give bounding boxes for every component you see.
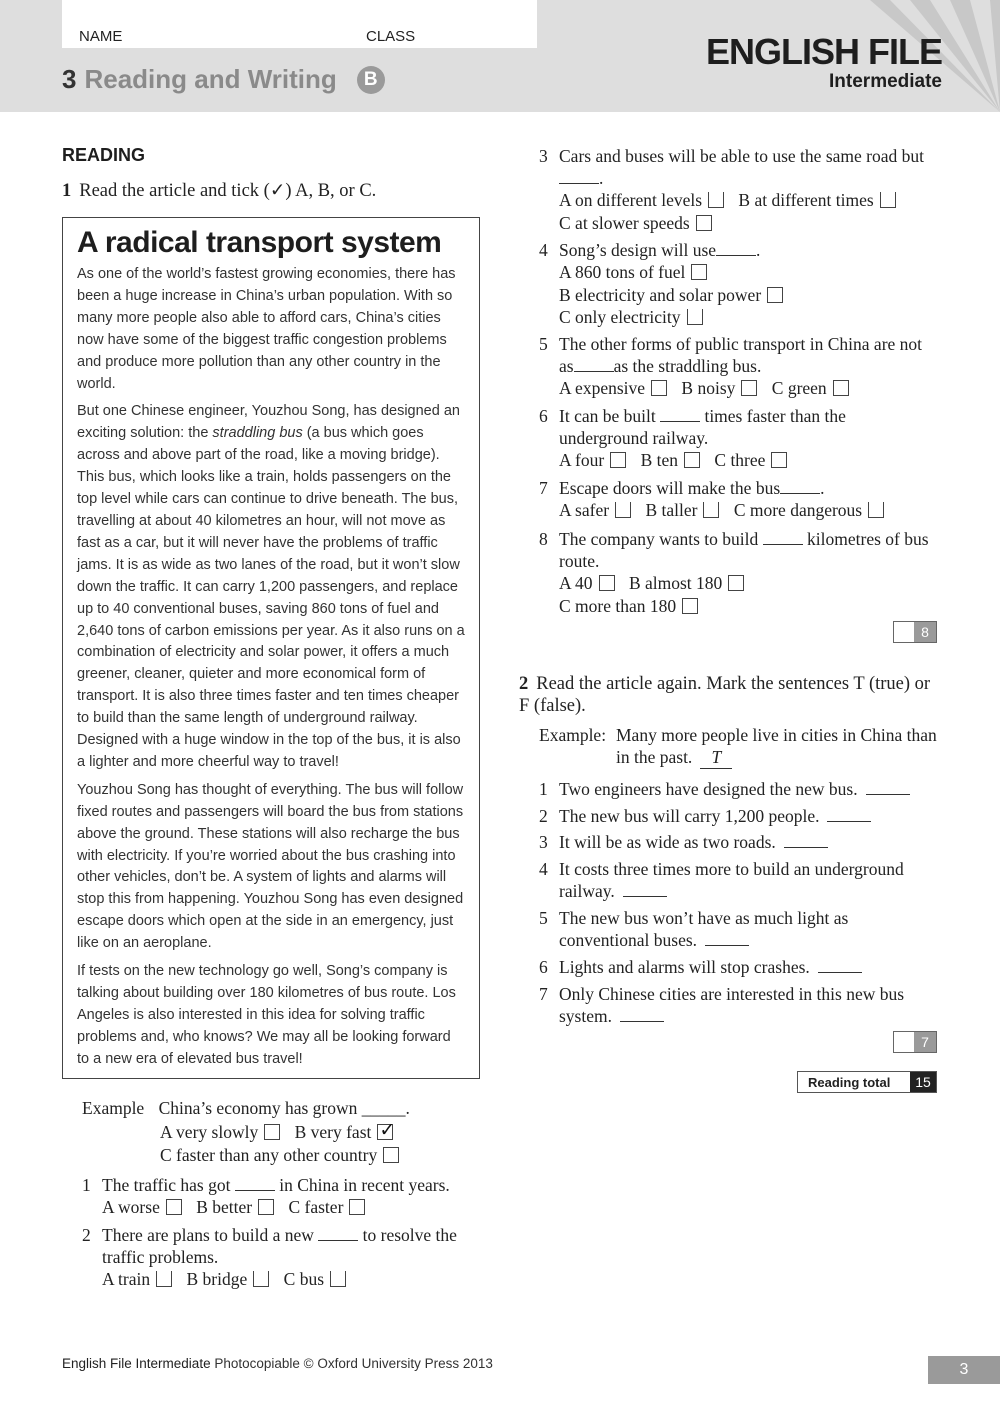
example-label: Example (82, 1098, 145, 1118)
answer-blank[interactable] (827, 807, 871, 822)
answer-blank[interactable] (784, 833, 828, 848)
item-number: 2 (539, 806, 548, 826)
option-c[interactable]: C only electricity (559, 306, 703, 329)
task1-score-box[interactable] (893, 621, 937, 643)
option-c[interactable]: C faster (288, 1196, 365, 1219)
checkbox[interactable] (868, 502, 884, 518)
footer-rest: Photocopiable © Oxford University Press 2013 (210, 1356, 493, 1371)
footer-copyright (62, 1356, 493, 1371)
option-a[interactable]: A four (559, 449, 626, 472)
item-text: Only Chinese cities are interested in this new bus system. (559, 984, 905, 1026)
option-b[interactable]: B at different times (738, 189, 895, 212)
checkbox[interactable] (708, 192, 724, 208)
brand-level: Intermediate (829, 71, 942, 92)
task2-instruction-text: Read the article again. Mark the sentences T (true) or F (false). (519, 674, 931, 716)
question-5: 5 The other forms of public transport in China are not as as the straddling bus. A expensive B noisy C green (539, 333, 939, 400)
reading-total-label: Reading total (808, 1075, 891, 1090)
checkbox[interactable] (166, 1199, 182, 1215)
reading-total-value: 15 (910, 1072, 936, 1092)
item-text: It will be as wide as two roads. (559, 832, 776, 852)
article-paragraph-2 (77, 401, 465, 773)
reading-total-box[interactable] (797, 1071, 937, 1093)
task1-instruction-text: Read the article and tick (✓) A, B, or C. (79, 181, 377, 201)
checkbox[interactable] (880, 192, 896, 208)
answer-blank[interactable] (763, 530, 803, 545)
question-5-options (559, 377, 939, 400)
checked-checkbox[interactable] (377, 1124, 393, 1140)
option-b[interactable]: B taller (645, 499, 719, 522)
question-3: 3 Cars and buses will be able to use the same road but . A on different levels B at different times C at slower speeds (539, 145, 939, 234)
question-2-options (102, 1268, 472, 1291)
checkbox[interactable] (349, 1199, 365, 1215)
page-header (0, 0, 1000, 112)
answer-blank[interactable] (318, 1226, 358, 1241)
task2-example-label: Example: (539, 725, 607, 745)
checkbox[interactable] (610, 452, 626, 468)
question-6: 6 It can be built times faster than the underground railway. A four B ten C three (539, 405, 939, 472)
example-option-c[interactable]: C faster than any other country (160, 1144, 399, 1167)
checkbox[interactable] (651, 380, 667, 396)
checkbox[interactable] (696, 215, 712, 231)
item-text: The new bus will carry 1,200 people. (559, 806, 820, 826)
item-number: 7 (539, 984, 548, 1004)
checkbox[interactable] (682, 598, 698, 614)
answer-blank[interactable] (818, 958, 862, 973)
checkbox[interactable] (687, 309, 703, 325)
class-label: CLASS (366, 28, 416, 45)
article-p2-start: But one Chinese engineer, Youzhou Song, has designed an exciting solution: the (77, 403, 460, 442)
answer-blank[interactable] (866, 780, 910, 795)
option-a[interactable]: A worse (102, 1196, 182, 1219)
brand-title: ENGLISH FILE (705, 31, 942, 72)
option-c[interactable]: C green (772, 377, 849, 400)
checkbox[interactable] (258, 1199, 274, 1215)
question-8-options (559, 572, 944, 617)
item-text: Lights and alarms will stop crashes. (559, 957, 810, 977)
checkbox[interactable] (691, 264, 707, 280)
task2-instruction (519, 673, 944, 717)
name-class-box (62, 0, 537, 48)
question-number: 7 (539, 478, 548, 498)
article-p2-term: straddling bus (212, 425, 303, 442)
answer-blank[interactable] (780, 479, 820, 494)
option-b[interactable]: B electricity and solar power (559, 284, 783, 307)
question-number: 5 (539, 334, 548, 354)
answer-blank[interactable] (623, 882, 667, 897)
article-paragraph-1: As one of the world’s fastest growing economies, there has been a huge increase in China’s urban population. With so many more people also able to afford cars, China’s cities now have some of the biggest traffic congestion problems and produce more pollution than any other country in the world. (77, 266, 456, 392)
question-7-options (559, 499, 939, 522)
checkbox[interactable] (833, 380, 849, 396)
question-3-options (559, 189, 939, 234)
option-b[interactable]: B bridge (187, 1268, 270, 1291)
example-option-a[interactable]: A very slowly (160, 1121, 280, 1144)
checkbox[interactable] (615, 502, 631, 518)
task2-score: 7 (914, 1032, 936, 1052)
question-1: 1 The traffic has got in China in recent years. A worse B better C faster (82, 1174, 482, 1219)
item-number: 6 (539, 957, 548, 977)
tf-item-7 (539, 983, 919, 1027)
reading-heading: READING (62, 145, 146, 165)
unit-number: 3 (62, 64, 77, 94)
tf-item-3 (539, 831, 939, 853)
tf-item-2 (539, 805, 939, 827)
name-label: NAME (79, 28, 123, 45)
task1-number: 1 (62, 181, 72, 201)
task2-example-answer: T (700, 746, 732, 769)
option-c[interactable]: C three (714, 449, 787, 472)
example-stem: China’s economy has grown _____. (158, 1098, 410, 1118)
answer-blank[interactable] (620, 1007, 664, 1022)
option-b[interactable]: B ten (641, 449, 700, 472)
question-number: 1 (82, 1175, 91, 1195)
item-number: 1 (539, 779, 548, 799)
tf-item-5 (539, 907, 879, 951)
item-number: 4 (539, 859, 548, 879)
checkbox[interactable] (264, 1124, 280, 1140)
example-question (82, 1097, 482, 1166)
checkbox[interactable] (728, 575, 744, 591)
option-a[interactable]: A expensive (559, 377, 667, 400)
task1-score: 8 (914, 622, 936, 642)
question-4-options (559, 261, 939, 329)
item-number: 3 (539, 832, 548, 852)
question-number: 4 (539, 240, 548, 260)
question-number: 8 (539, 529, 548, 549)
tf-item-6 (539, 956, 939, 978)
checkbox[interactable] (599, 575, 615, 591)
tf-item-1 (539, 778, 939, 800)
example-option-b[interactable]: B very fast✓ (295, 1121, 394, 1144)
checkbox[interactable] (771, 452, 787, 468)
option-b[interactable]: B better (196, 1196, 274, 1219)
task2-score-box[interactable] (893, 1031, 937, 1053)
checkbox[interactable] (330, 1271, 346, 1287)
option-c[interactable]: C more dangerous (734, 499, 884, 522)
option-a[interactable]: A on different levels (559, 189, 724, 212)
task2-example (539, 724, 939, 769)
page-number: 3 (928, 1356, 1000, 1384)
question-1-options (102, 1196, 482, 1219)
article-box (62, 217, 480, 1079)
answer-blank[interactable] (705, 931, 749, 946)
article-paragraph-3: Youzhou Song has thought of everything. The bus will follow fixed routes and passengers will board the bus from stations above the ground. These stations will also recharge the bus with electricity. If you’re worried about the bus crashing into other vehicles, don’t be. A system of lights and alarms will stop this from happening. Youzhou Song has even designed escape doors which open at the side in an emergency, just like on an aeroplane. (77, 781, 464, 952)
question-8: 8 The company wants to build kilometres of bus route. A 40 B almost 180 C more than 180 (539, 528, 944, 617)
article-paragraph-4: If tests on the new technology go well, Song’s company is talking about building over 180 kilometres of bus route. Los Angeles is also interested in this idea for solving traffic problems and, who knows? We may all be looking forward to a new era of elevated bus travel! (77, 963, 456, 1067)
answer-blank[interactable] (559, 169, 599, 184)
answer-blank[interactable] (660, 407, 700, 422)
option-a[interactable]: A 40 (559, 572, 615, 595)
checkbox[interactable] (253, 1271, 269, 1287)
question-2: 2 There are plans to build a new to resolve the traffic problems. A train B bridge C bus (82, 1224, 472, 1291)
footer-book: English File Intermediate (62, 1356, 211, 1371)
option-c[interactable]: C more than 180 (559, 595, 698, 618)
item-number: 5 (539, 908, 548, 928)
item-text: The new bus won’t have as much light as conventional buses. (559, 908, 849, 950)
question-number: 3 (539, 146, 548, 166)
answer-blank[interactable] (574, 357, 614, 372)
item-text: It costs three times more to build an underground railway. (559, 859, 904, 901)
question-number: 2 (82, 1225, 91, 1245)
question-7: 7 Escape doors will make the bus . A safer B taller C more dangerous (539, 477, 939, 522)
unit-title (62, 64, 385, 95)
option-c[interactable]: C at slower speeds (559, 212, 712, 235)
option-a[interactable]: A 860 tons of fuel (559, 261, 707, 284)
checkbox[interactable] (703, 502, 719, 518)
checkbox[interactable] (767, 287, 783, 303)
article-p2-end: (a bus which goes across and above part of the road, like a moving bridge). This bus, which looks like a train, holds passengers on the top level while cars can continue to drive beneath. The bus, travelling at about 40 kilometres an hour, will not move as fast as a car, but it will never have the problems of traffic jams. It is as wide as two lanes of the road, but it won’t slow down the traffic. It can carry 1,200 passengers, and replace up to 40 conventional buses, saving 860 tons of fuel and 2,640 tons of carbon emissions per year. As it also runs on a combination of electricity and solar power, it offers a much greener, cleaner, quieter and more economical form of transport. It is also three times faster and ten times cheaper to build than the same length of underground railway. Designed with a huge window in the top of the bus, it is also a lighter and more cheerful way to travel! (77, 425, 465, 770)
option-b[interactable]: B almost 180 (629, 572, 744, 595)
answer-blank[interactable] (716, 241, 756, 256)
option-c[interactable]: C bus (284, 1268, 346, 1291)
checkbox[interactable] (383, 1147, 399, 1163)
question-4: 4 Song’s design will use . A 860 tons of fuel B electricity and solar power C only electricity (539, 239, 939, 329)
tf-item-4 (539, 858, 919, 902)
item-text: Two engineers have designed the new bus. (559, 779, 858, 799)
option-b[interactable]: B noisy (681, 377, 757, 400)
checkbox[interactable] (741, 380, 757, 396)
option-a[interactable]: A train (102, 1268, 172, 1291)
unit-title-text: Reading and Writing (84, 64, 337, 94)
unit-badge: B (357, 66, 385, 94)
task2-example-text: Many more people live in cities in China than in the past. (616, 725, 937, 767)
example-options (160, 1121, 482, 1166)
task1-instruction (62, 180, 376, 202)
question-number: 6 (539, 406, 548, 426)
checkbox[interactable] (684, 452, 700, 468)
checkbox[interactable] (156, 1271, 172, 1287)
question-6-options (559, 449, 939, 472)
option-a[interactable]: A safer (559, 499, 631, 522)
answer-blank[interactable] (235, 1176, 275, 1191)
article-title: A radical transport system (77, 226, 442, 259)
brand-logo (706, 33, 942, 93)
task2-number: 2 (519, 674, 529, 694)
